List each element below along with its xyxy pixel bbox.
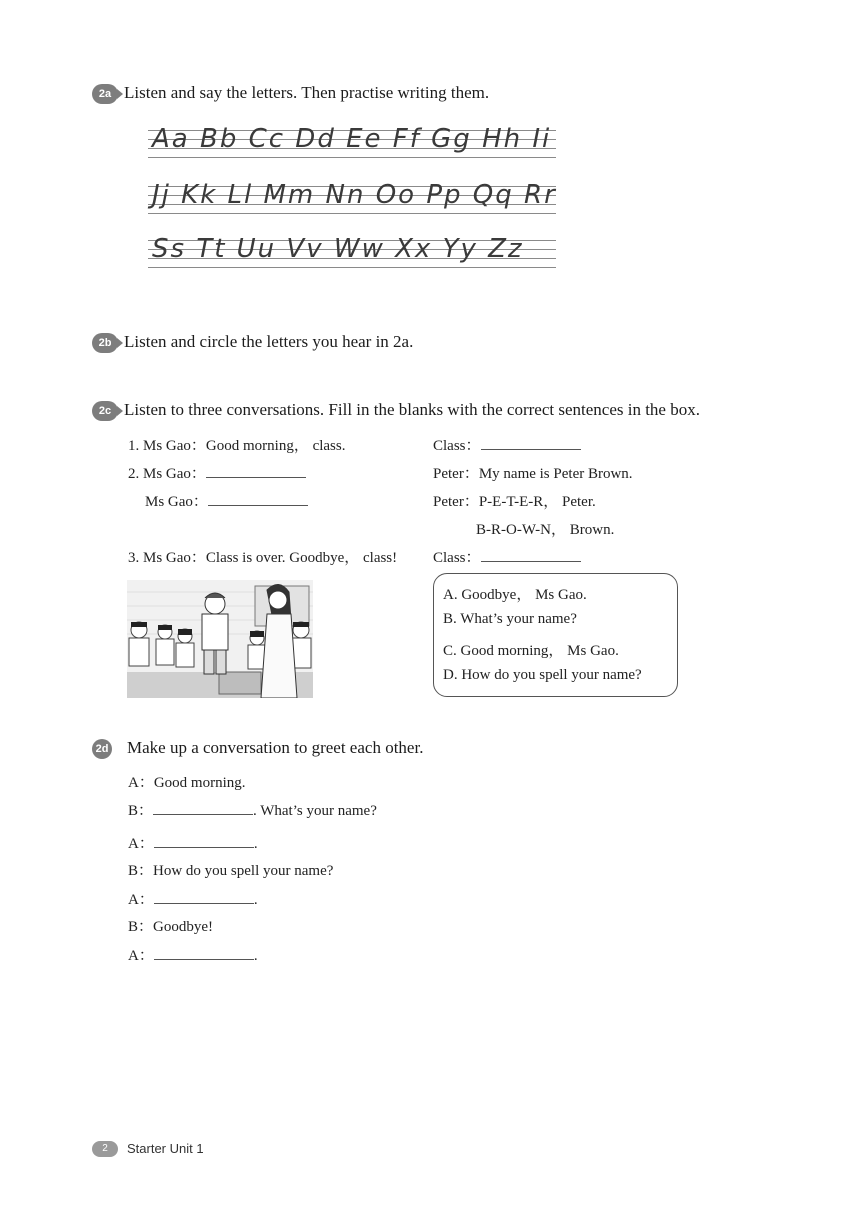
blank-2c-1[interactable] xyxy=(481,434,581,450)
instruction-2a: Listen and say the letters. Then practise writing them. xyxy=(124,83,490,102)
handwriting-row-1 xyxy=(148,126,556,162)
dialogue-line-7: A： . xyxy=(128,944,258,965)
dialogue-line-2: B： . What’s your name? xyxy=(128,799,377,820)
section-badge-2c: 2c xyxy=(92,401,118,421)
choice-b: B. What’s your name? xyxy=(443,611,577,627)
conversation-2-teacher-b: Ms Gao： xyxy=(145,490,308,511)
conversation-2-teacher-a: 2. Ms Gao： xyxy=(128,462,306,483)
instruction-2d: Make up a conversation to greet each other. xyxy=(127,738,424,757)
dialogue-line-1: A：Good morning. xyxy=(128,775,246,791)
choice-c: C. Good morning， Ms Gao. xyxy=(443,643,619,659)
instruction-2b: Listen and circle the letters you hear in 2a. xyxy=(124,332,414,351)
blank-2d-4[interactable] xyxy=(154,944,254,960)
letters-row-3: Ss Tt Uu Vv Ww Xx Yy Zz xyxy=(152,234,524,264)
blank-2d-1[interactable] xyxy=(153,799,253,815)
blank-2c-3[interactable] xyxy=(481,546,581,562)
conversation-2-peter-c: B-R-O-W-N， Brown. xyxy=(476,522,615,538)
blank-2d-3[interactable] xyxy=(154,888,254,904)
section-badge-2a: 2a xyxy=(92,84,118,104)
instruction-2c: Listen to three conversations. Fill in the blanks with the correct sentences in the box. xyxy=(124,400,700,419)
dialogue-line-5: A： . xyxy=(128,888,258,909)
dialogue-line-3: A： . xyxy=(128,832,258,853)
conversation-2-peter-b: Peter：P-E-T-E-R， Peter. xyxy=(433,494,596,510)
blank-2d-2[interactable] xyxy=(154,832,254,848)
conversation-1-teacher: 1. Ms Gao：Good morning， class. xyxy=(128,438,346,454)
section-badge-2b: 2b xyxy=(92,333,118,353)
letters-row-2: Jj Kk Ll Mm Nn Oo Pp Qq Rr xyxy=(152,180,557,210)
dialogue-line-6: B：Goodbye! xyxy=(128,919,213,935)
section-badge-2d: 2d xyxy=(92,739,112,759)
unit-label: Starter Unit 1 xyxy=(127,1141,204,1156)
conversation-3-teacher: 3. Ms Gao：Class is over. Goodbye， class! xyxy=(128,550,398,566)
letters-row-1: Aa Bb Cc Dd Ee Ff Gg Hh Ii xyxy=(152,124,552,154)
dialogue-line-4: B：How do you spell your name? xyxy=(128,863,334,879)
classroom-illustration xyxy=(127,580,313,698)
blank-2c-2b[interactable] xyxy=(208,490,308,506)
choice-d: D. How do you spell your name? xyxy=(443,667,642,683)
choice-a: A. Goodbye， Ms Gao. xyxy=(443,587,587,603)
conversation-2-peter-a: Peter：My name is Peter Brown. xyxy=(433,466,633,482)
conversation-3-class: Class： xyxy=(433,546,581,567)
blank-2c-2a[interactable] xyxy=(206,462,306,478)
handwriting-row-2 xyxy=(148,182,556,218)
handwriting-row-3 xyxy=(148,236,556,272)
conversation-1-class: Class： xyxy=(433,434,581,455)
page-number-badge: 2 xyxy=(92,1141,118,1157)
